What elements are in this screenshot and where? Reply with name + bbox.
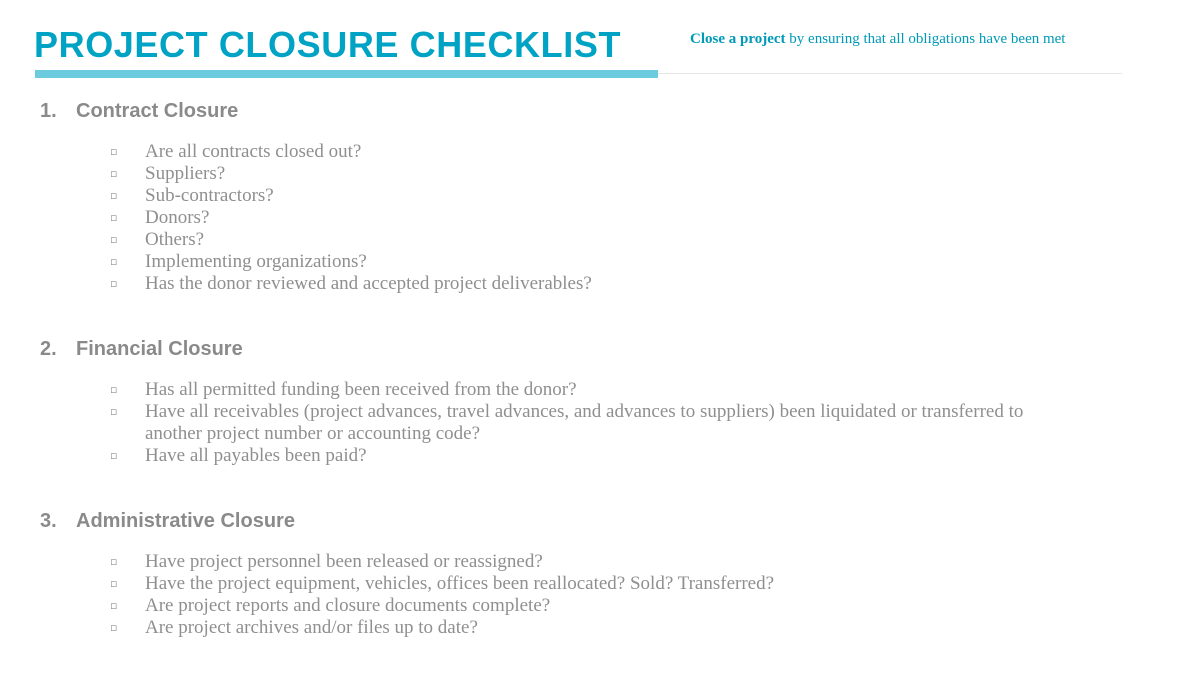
- page-title: PROJECT CLOSURE CHECKLIST: [34, 24, 622, 65]
- square-bullet-icon: ▫: [110, 167, 118, 180]
- section-heading-contract-closure: [40, 99, 238, 123]
- section-number: 3.: [40, 510, 57, 532]
- square-bullet-icon: ▫: [110, 577, 118, 590]
- page-subtitle: [690, 31, 1065, 48]
- title-underline-bar: [35, 70, 658, 78]
- checklist-item: [110, 273, 1030, 295]
- checklist-administrative-closure: [110, 551, 1030, 639]
- checklist-item: [110, 573, 1030, 595]
- checklist-item-text: Have the project equipment, vehicles, offices been reallocated? Sold? Transferred?: [145, 573, 775, 594]
- square-bullet-icon: ▫: [110, 233, 118, 246]
- section-heading-administrative-closure: [40, 509, 295, 533]
- checklist-item-text: Are project reports and closure documents complete?: [145, 595, 551, 616]
- square-bullet-icon: ▫: [110, 211, 118, 224]
- checklist-item-text: Are project archives and/or files up to date?: [145, 617, 478, 638]
- square-bullet-icon: ▫: [110, 599, 118, 612]
- square-bullet-icon: ▫: [110, 383, 118, 396]
- checklist-item: [110, 379, 1030, 401]
- section-title: Financial Closure: [76, 338, 243, 360]
- square-bullet-icon: ▫: [110, 555, 118, 568]
- section-number: 2.: [40, 338, 57, 360]
- section-title: Contract Closure: [76, 100, 239, 122]
- square-bullet-icon: ▫: [110, 449, 118, 462]
- checklist-item: [110, 141, 1030, 163]
- checklist-item: [110, 595, 1030, 617]
- checklist-item-text: Have project personnel been released or reassigned?: [145, 551, 543, 572]
- checklist-item-text: Have all receivables (project advances, travel advances, and advances to suppliers) been liquidated or transferred to another project number or accounting code?: [145, 401, 1024, 444]
- checklist-item-text: Others?: [145, 229, 205, 250]
- checklist-contract-closure: [110, 141, 1030, 295]
- checklist-item: [110, 251, 1030, 273]
- subtitle-emphasis: Close a project: [690, 31, 786, 47]
- checklist-item: [110, 551, 1030, 573]
- section-number: 1.: [40, 100, 57, 122]
- square-bullet-icon: ▫: [110, 255, 118, 268]
- checklist-item-text: Has the donor reviewed and accepted project deliverables?: [145, 273, 592, 294]
- checklist-financial-closure: [110, 379, 1030, 467]
- section-heading-financial-closure: [40, 337, 243, 361]
- checklist-item: [110, 229, 1030, 251]
- section-title: Administrative Closure: [76, 510, 295, 532]
- checklist-item: [110, 185, 1030, 207]
- square-bullet-icon: ▫: [110, 405, 118, 418]
- checklist-item-text: Donors?: [145, 207, 210, 228]
- square-bullet-icon: ▫: [110, 277, 118, 290]
- checklist-item: [110, 445, 1030, 467]
- checklist-item-text: Sub-contractors?: [145, 185, 274, 206]
- header-divider: [658, 73, 1122, 74]
- square-bullet-icon: ▫: [110, 145, 118, 158]
- checklist-item: [110, 207, 1030, 229]
- square-bullet-icon: ▫: [110, 189, 118, 202]
- subtitle-text: by ensuring that all obligations have been met: [785, 31, 1066, 47]
- checklist-item-text: Have all payables been paid?: [145, 445, 367, 466]
- checklist-item-text: Are all contracts closed out?: [145, 141, 362, 162]
- checklist-item-text: Suppliers?: [145, 163, 226, 184]
- checklist-item: [110, 617, 1030, 639]
- checklist-item-text: Implementing organizations?: [145, 251, 367, 272]
- checklist-item: [110, 163, 1030, 185]
- checklist-item: [110, 401, 1030, 445]
- square-bullet-icon: ▫: [110, 621, 118, 634]
- checklist-item-text: Has all permitted funding been received from the donor?: [145, 379, 577, 400]
